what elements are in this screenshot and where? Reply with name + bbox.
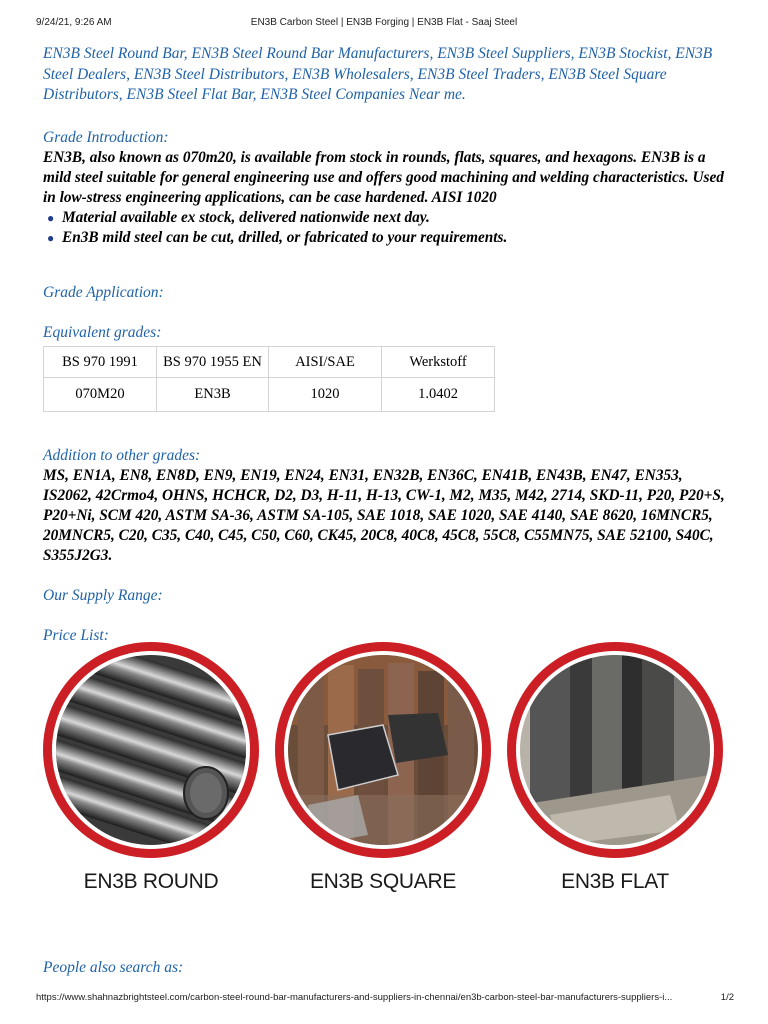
table-cell: EN3B: [157, 377, 269, 411]
bullet-icon: ●: [47, 230, 55, 245]
supply-range-title: Our Supply Range:: [43, 586, 163, 604]
square-bar-caption: EN3B SQUARE: [309, 870, 457, 893]
round-bar-caption: EN3B ROUND: [83, 870, 219, 893]
print-page-title: EN3B Carbon Steel | EN3B Forging | EN3B Flat - Saaj Steel: [250, 17, 518, 28]
table-header-cell: AISI/SAE: [269, 346, 382, 377]
list-item: ● En3B mild steel can be cut, drilled, or fabricated to your requirements.: [47, 228, 508, 246]
equivalent-grades-title: Equivalent grades:: [43, 323, 162, 341]
table-cell: 070M20: [44, 377, 157, 411]
table-header-cell: BS 970 1991: [44, 346, 157, 377]
flat-bar-caption: EN3B FLAT: [561, 870, 669, 893]
bullet-icon: ●: [47, 210, 55, 225]
main-content: [43, 44, 726, 646]
round-bar-image: [43, 642, 259, 858]
equivalent-grades-table: [43, 346, 495, 412]
square-bars-photo: [288, 655, 478, 845]
page-number: 1/2: [720, 992, 734, 1003]
intro-heading: EN3B Steel Round Bar, EN3B Steel Round Bar Manufacturers, EN3B Steel Suppliers, EN3B Stockist, EN3B Steel Dealers, EN3B Steel Distributors, EN3B Wholesalers, EN3B Steel Traders, EN3B Steel Square Distributors, EN3B Steel Flat Bar, EN3B Steel Companies Near me.: [43, 45, 713, 103]
table-row: [44, 377, 495, 411]
table-cell: 1.0402: [382, 377, 495, 411]
product-images: [43, 642, 726, 942]
addition-title: Addition to other grades:: [43, 446, 201, 464]
table-header-row: [44, 346, 495, 377]
round-bars-photo: [56, 655, 246, 845]
print-datetime: 9/24/21, 9:26 AM: [36, 17, 112, 28]
table-cell: 1020: [269, 377, 382, 411]
flat-bar-image: [507, 642, 723, 858]
square-bar-image: [275, 642, 491, 858]
table-header-cell: BS 970 1955 EN: [157, 346, 269, 377]
grade-application-title: Grade Application:: [43, 283, 164, 301]
grade-intro-text: EN3B, also known as 070m20, is available from stock in rounds, flats, squares, and hexagons. EN3B is a mild steel suitable for general engineering use and offers good machining and welding characteristics. Used in low-stress engineering applications, can be case hardened. AISI 1020: [43, 148, 724, 206]
print-header: [0, 17, 768, 31]
list-item: ● Material available ex stock, delivered nationwide next day.: [47, 208, 430, 226]
print-footer: [0, 992, 768, 1006]
print-url: https://www.shahnazbrightsteel.com/carbon-steel-round-bar-manufacturers-and-suppliers-in-chennai/en3b-carbon-steel-bar-manufacturers-suppliers-i...: [36, 992, 673, 1003]
grade-intro-bullets: [43, 208, 726, 248]
addition-text: MS, EN1A, EN8, EN8D, EN9, EN19, EN24, EN31, EN32B, EN36C, EN41B, EN43B, EN47, EN353, IS2062, 42Crmo4, OHNS, HCHCR, D2, D3, H-11, H-13, CW-1, M2, M35, M42, 2714, SKD-11, P20, P20+S, P20+Ni, SCM 420, ASTM SA-36, ASTM SA-105, SAE 1018, SAE 1020, SAE 4140, SAE 8620, 16MNCR5, 20MNCR5, C20, C35, C40, C45, C50, C60, CK45, 20C8, 40C8, 45C8, 55C8, C55MN75, SAE 52100, S40C, S355J2G3.: [43, 466, 725, 564]
table-header-cell: Werkstoff: [382, 346, 495, 377]
grade-intro-title: Grade Introduction:: [43, 128, 169, 146]
people-also-search-title: People also search as:: [43, 959, 184, 976]
flat-bars-photo: [520, 655, 710, 845]
price-list-title: Price List:: [43, 626, 109, 644]
